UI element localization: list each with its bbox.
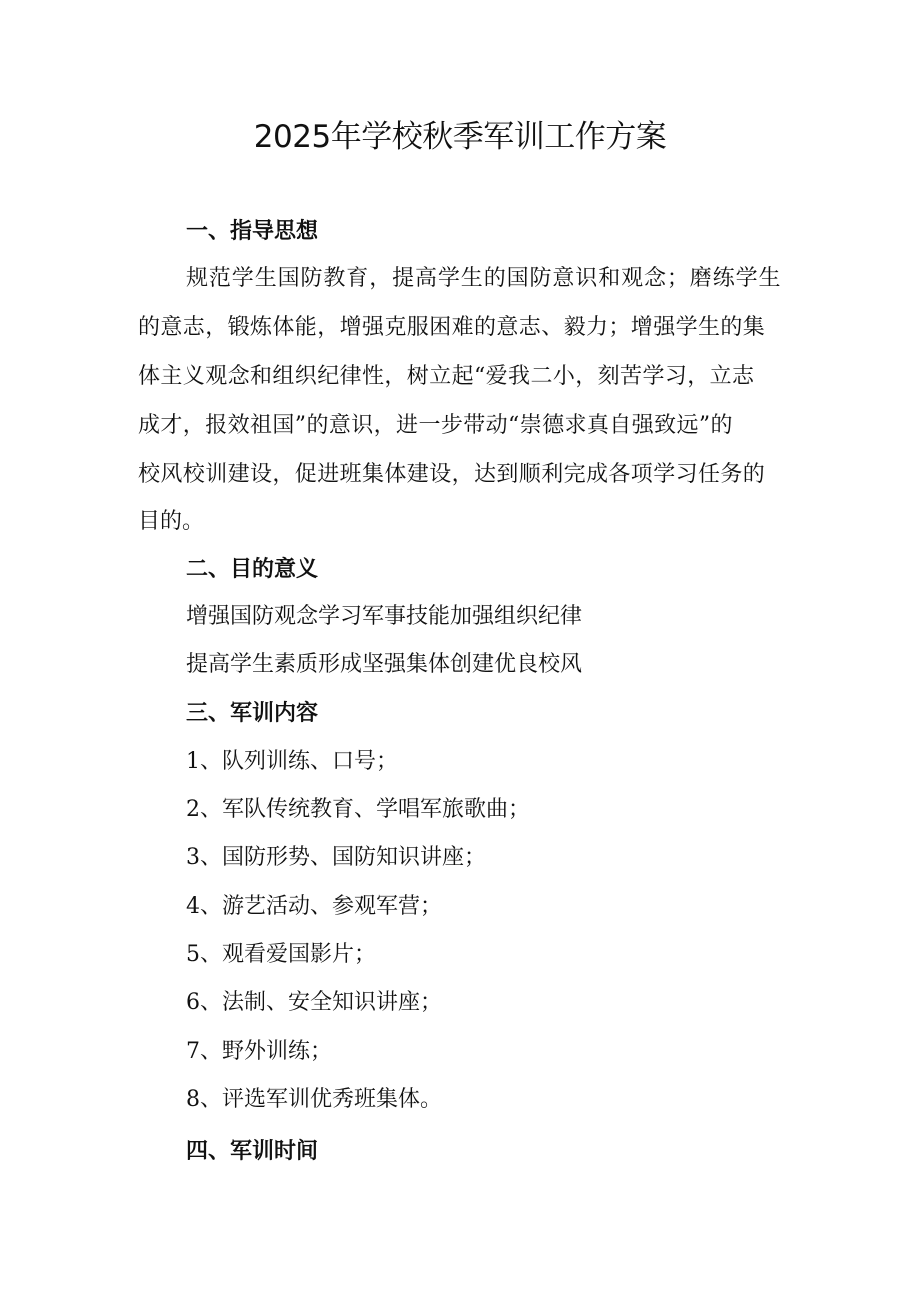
- list-item: 6、法制、安全知识讲座；: [186, 990, 442, 1015]
- list-item: 4、游艺活动、参观军营；: [186, 894, 442, 919]
- section-heading-guiding-ideology: 一、指导思想: [186, 219, 319, 244]
- list-item: 2、军队传统教育、学唱军旅歌曲；: [186, 797, 530, 822]
- section-heading-training-time: 四、军训时间: [186, 1139, 319, 1164]
- section-heading-training-content: 三、军训内容: [186, 701, 319, 726]
- list-item: 5、观看爱国影片；: [186, 942, 376, 967]
- list-item: 8、评选军训优秀班集体。: [186, 1087, 442, 1112]
- purpose-line: 增强国防观念学习军事技能加强组织纪律: [186, 604, 583, 629]
- section-heading-purpose: 二、目的意义: [186, 557, 319, 582]
- list-item: 3、国防形势、国防知识讲座；: [186, 845, 486, 870]
- paragraph-line: 体主义观念和组织纪律性，树立起“爱我二小，刻苦学习，立志: [138, 364, 755, 389]
- paragraph-line: 的意志，锻炼体能，增强克服困难的意志、毅力；增强学生的集: [138, 315, 766, 340]
- paragraph-line: 成才，报效祖国”的意识，进一步带动“崇德求真自强致远”的: [138, 413, 733, 438]
- paragraph-line: 目的。: [138, 509, 205, 534]
- paragraph-line: 校风校训建设，促进班集体建设，达到顺利完成各项学习任务的: [138, 462, 766, 487]
- list-item: 1、队列训练、口号；: [186, 749, 398, 774]
- paragraph-line: 规范学生国防教育，提高学生的国防意识和观念；磨练学生: [186, 266, 782, 291]
- purpose-line: 提高学生素质形成坚强集体创建优良校风: [186, 652, 583, 677]
- document-title: 2025年学校秋季军训工作方案: [253, 119, 667, 155]
- list-item: 7、野外训练；: [186, 1039, 332, 1064]
